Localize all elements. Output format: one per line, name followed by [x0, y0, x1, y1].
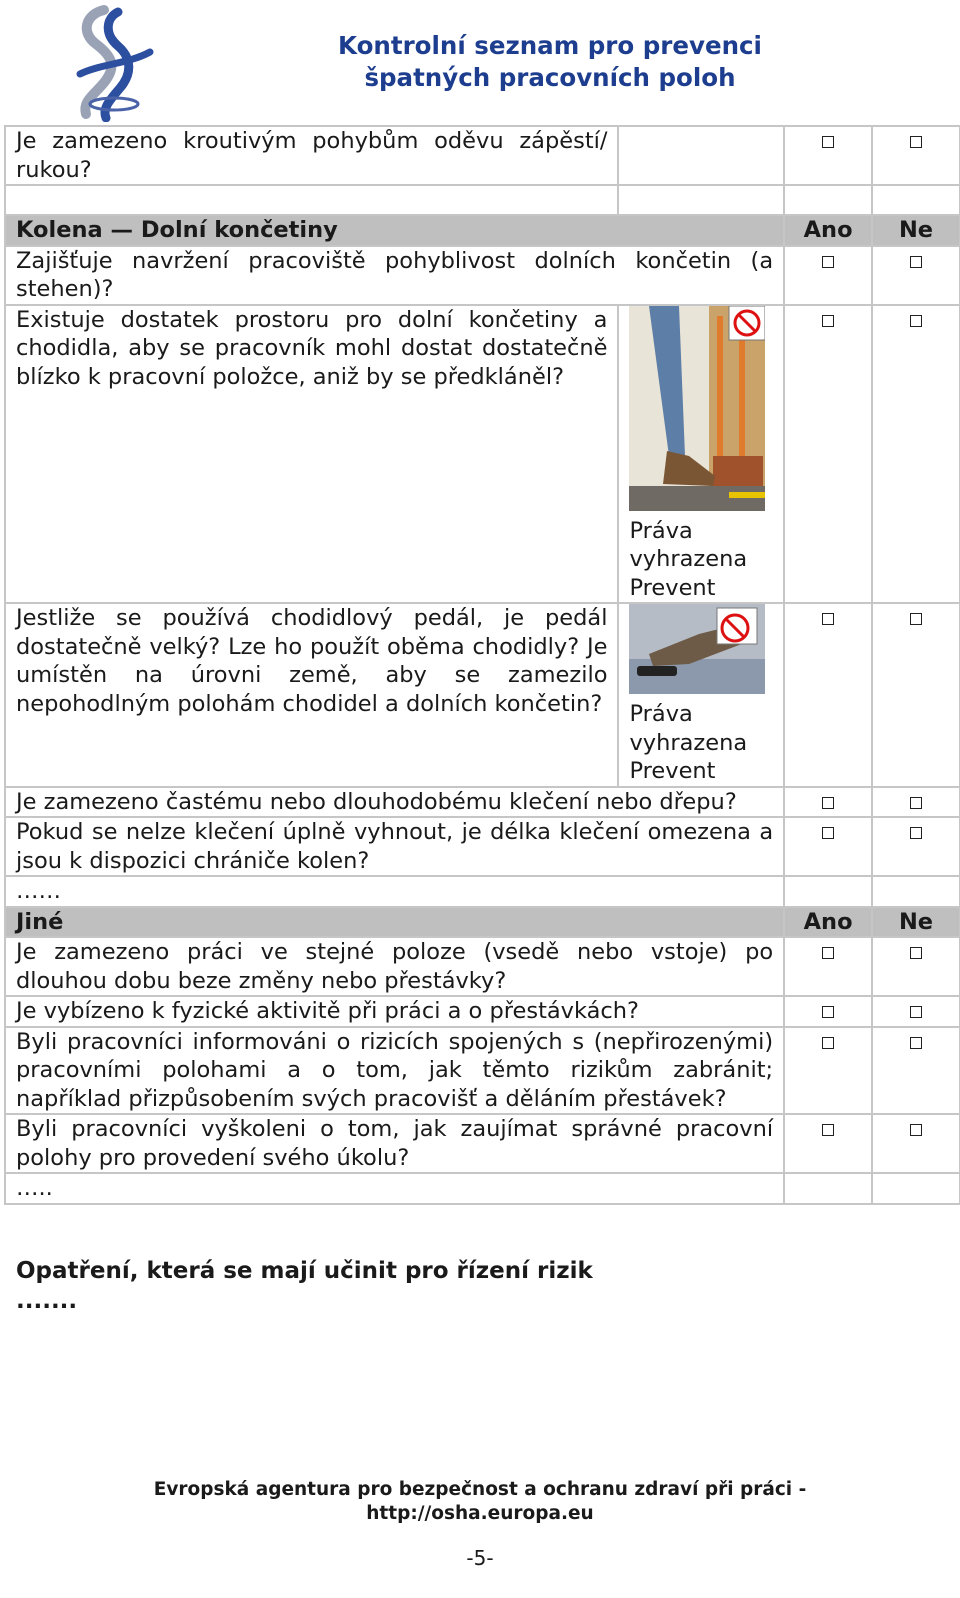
footer-agency: Evropská agentura pro bezpečnost a ochranu zdraví při práci -	[153, 1479, 807, 1500]
question-cell	[5, 603, 618, 787]
table-row	[5, 996, 960, 1027]
image-caption: Práva vyhrazena Prevent	[629, 517, 748, 601]
no-checkbox[interactable]	[910, 136, 922, 148]
measures-section	[16, 1256, 593, 1316]
image-cell	[618, 305, 784, 604]
no-column-label: Ne	[872, 907, 960, 938]
question-cell	[5, 817, 784, 876]
table-row-ellipsis	[5, 1173, 960, 1204]
question-cell	[5, 246, 784, 305]
section-header-legs	[5, 215, 960, 246]
yes-checkbox[interactable]	[822, 947, 834, 959]
section-title: Jiné	[5, 907, 784, 938]
yes-checkbox[interactable]	[822, 315, 834, 327]
section-title: Kolena — Dolní končetiny	[5, 215, 784, 246]
question-text: Jestliže se používá chodidlový pedál, je pedál dostatečně velký? Lze ho použít oběma chodidly? Je umístěn na úrovni země, aby se zamezilo nepohodlným polohám chodidel a dolních končetin?	[16, 605, 608, 717]
no-checkbox[interactable]	[910, 1037, 922, 1049]
ellipsis-cell: …..	[5, 1173, 784, 1204]
question-text: Existuje dostatek prostoru pro dolní končetiny a chodidla, aby se pracovník mohl dostat dostatečně blízko k pracovní položce, aniž by se předkláněl?	[16, 306, 608, 390]
question-text: Byli pracovníci informováni o rizicích spojených s (nepřirozenými) pracovními polohami a o tom, jak těmto rizikům zabránit; například přizpůsobením svých pracovišť a děláním přestávek?	[16, 1028, 774, 1112]
no-checkbox[interactable]	[910, 1124, 922, 1136]
question-cell	[5, 787, 784, 818]
page-number: -5-	[466, 1546, 494, 1570]
question-text: Je zamezeno častému nebo dlouhodobému klečení nebo dřepu?	[16, 788, 737, 815]
image-caption: Práva vyhrazena Prevent	[629, 701, 748, 784]
no-checkbox[interactable]	[910, 947, 922, 959]
table-row	[5, 817, 960, 876]
question-cell	[5, 937, 784, 996]
question-text: Je vybízeno k fyzické aktivitě při práci a o přestávkách?	[16, 998, 639, 1024]
table-row	[5, 1027, 960, 1115]
page-title-line1: Kontrolní seznam pro prevenci	[338, 31, 762, 60]
question-cell	[5, 1114, 784, 1173]
yes-checkbox[interactable]	[822, 1006, 834, 1018]
yes-checkbox[interactable]	[822, 1037, 834, 1049]
image-cell	[618, 126, 784, 185]
question-cell	[5, 996, 784, 1027]
table-row	[5, 937, 960, 996]
table-row-ellipsis	[5, 876, 960, 907]
table-row	[5, 787, 960, 818]
yes-checkbox[interactable]	[822, 797, 834, 809]
table-row-empty	[5, 185, 960, 215]
question-text: Je zamezeno kroutivým pohybům oděvu zápěstí/ rukou?	[16, 128, 608, 183]
no-checkbox[interactable]	[910, 827, 922, 839]
yes-column-label: Ano	[784, 215, 872, 246]
yes-checkbox[interactable]	[822, 613, 834, 625]
question-text: Byli pracovníci vyškoleni o tom, jak zaujímat správné pracovní polohy pro provedení svého úkolu?	[16, 1116, 774, 1171]
question-cell	[5, 1027, 784, 1115]
footer	[0, 1478, 960, 1526]
question-text: Zajišťuje navržení pracoviště pohyblivost dolních končetin (a stehen)?	[16, 247, 774, 302]
checklist-table	[4, 125, 960, 1205]
no-column-label: Ne	[872, 215, 960, 246]
ellipsis-cell: ……	[5, 876, 784, 907]
yes-checkbox-cell	[784, 126, 872, 185]
yes-checkbox[interactable]	[822, 1124, 834, 1136]
measures-title: Opatření, která se mají učinit pro řízení rizik	[16, 1258, 593, 1284]
no-checkbox[interactable]	[910, 613, 922, 625]
leg-at-workbench-photo	[629, 306, 765, 511]
eu-osha-logo-icon	[66, 4, 156, 122]
question-cell	[5, 126, 618, 185]
yes-checkbox[interactable]	[822, 136, 834, 148]
yes-checkbox[interactable]	[822, 827, 834, 839]
page-title	[300, 30, 800, 94]
section-header-other	[5, 907, 960, 938]
foot-pedal-photo	[629, 604, 765, 694]
no-checkbox-cell	[872, 126, 960, 185]
table-row	[5, 1114, 960, 1173]
yes-checkbox[interactable]	[822, 256, 834, 268]
table-row	[5, 603, 960, 787]
no-checkbox[interactable]	[910, 797, 922, 809]
image-cell	[618, 603, 784, 787]
footer-url[interactable]: http://osha.europa.eu	[366, 1503, 594, 1524]
table-row	[5, 126, 960, 185]
question-text: Pokud se nelze klečení úplně vyhnout, je délka klečení omezena a jsou k dispozici chrániče kolen?	[16, 819, 774, 874]
question-cell	[5, 305, 618, 604]
question-text: Je zamezeno práci ve stejné poloze (vsedě nebo vstoje) po dlouhou dobu beze změny nebo přestávky?	[16, 939, 774, 994]
no-checkbox[interactable]	[910, 256, 922, 268]
no-checkbox[interactable]	[910, 315, 922, 327]
table-row	[5, 246, 960, 305]
yes-column-label: Ano	[784, 907, 872, 938]
no-checkbox[interactable]	[910, 1006, 922, 1018]
table-row	[5, 305, 960, 604]
measures-dots: .......	[16, 1288, 78, 1314]
page-title-line2: špatných pracovních poloh	[364, 63, 736, 92]
